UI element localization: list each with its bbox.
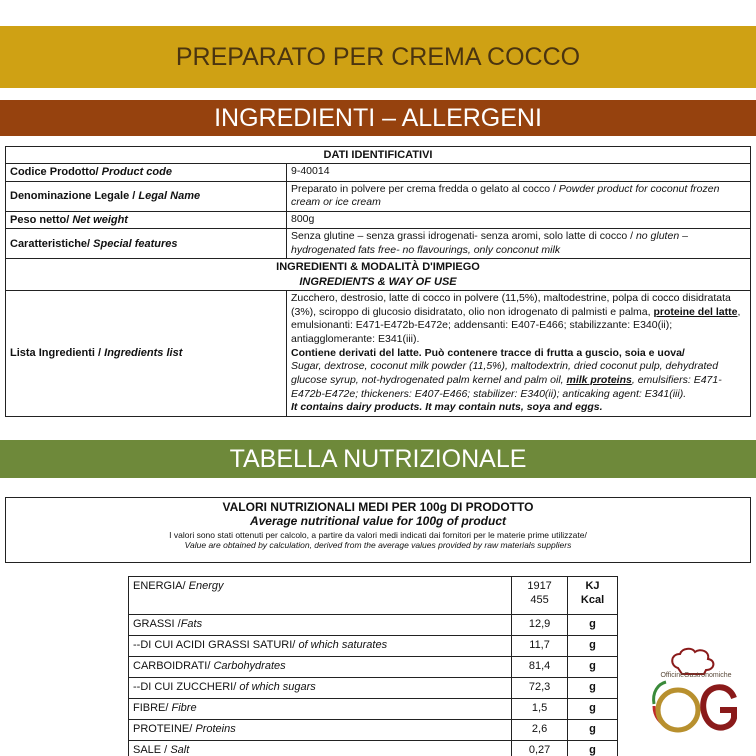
nutrition-heading-subtitle: Average nutritional value for 100g of product: [249, 514, 507, 528]
table-row: [6, 229, 751, 259]
nutrient-name: GRASSI /Fats: [129, 615, 512, 636]
table-row: [6, 181, 751, 211]
table-row: [129, 699, 618, 720]
table-row: [6, 164, 751, 181]
page-title: [0, 26, 756, 88]
nutrient-name: CARBOIDRATI/ Carbohydrates: [129, 657, 512, 678]
nutrition-table: [128, 576, 618, 756]
nutrition-note-it: I valori sono stati ottenuti per calcolo, a partire da valori medi indicati dai fornitori per le materie prime utilizzate/: [169, 530, 587, 540]
table-row: [129, 720, 618, 741]
page-title-text: PREPARATO PER CREMA COCCO: [175, 42, 581, 71]
table-row: [129, 678, 618, 699]
nutrient-value: 11,7: [512, 636, 568, 657]
section-header-nutrition: [0, 440, 756, 478]
table-row-energy: [129, 577, 618, 615]
section-header-ingredients-text: INGREDIENTI – ALLERGENI: [214, 103, 542, 132]
nutrient-name: ENERGIA/ Energy: [129, 577, 512, 615]
nutrient-unit: g: [568, 657, 618, 678]
nutrition-note-en: Value are obtained by calculation, derived from the average values provided by raw materials suppliers: [184, 540, 572, 550]
section-header-nutrition-text: TABELLA NUTRIZIONALE: [229, 444, 527, 473]
chef-hat-icon: [672, 649, 713, 674]
nutrient-unit: g: [568, 699, 618, 720]
nutrient-unit: KJ Kcal: [568, 577, 618, 615]
nutrient-value: 1,5: [512, 699, 568, 720]
row-value-special-features: Senza glutine – senza grassi idrogenati- senza aromi, solo latte di cocco / no gluten – hydrogenated fats free- no flavourings, only conconut milk: [287, 229, 751, 259]
nutrient-value: 81,4: [512, 657, 568, 678]
row-value-net-weight: 800g: [287, 211, 751, 228]
row-label-net-weight: Peso netto/ Net weight: [6, 211, 287, 228]
id-table-header: DATI IDENTIFICATIVI: [6, 147, 751, 164]
nutrient-unit: g: [568, 636, 618, 657]
allergen-statement-en: It contains dairy products. It may contain nuts, soya and eggs.: [291, 401, 603, 414]
nutrition-heading-title: VALORI NUTRIZIONALI MEDI PER 100g DI PRODOTTO: [222, 500, 534, 514]
logo-caption: OfficineGastronomiche: [660, 672, 732, 679]
nutrient-name: --DI CUI ZUCCHERI/ of which sugars: [129, 678, 512, 699]
nutrient-value: 2,6: [512, 720, 568, 741]
nutrient-name: SALE / Salt: [129, 741, 512, 756]
table-row: [129, 741, 618, 756]
row-label-legal-name: Denominazione Legale / Legal Name: [6, 181, 287, 211]
ingredients-list: Zucchero, destrosio, latte di cocco in polvere (11,5%), maltodestrine, polpa di cocco disidratata (3%), sciroppo di glucosio disidratato, olio non idrogenato di palmisti e palma, proteine del latte, emulsionanti: E471-E472b-E472e; addensanti: E407-E466; stabilizzante: E340(ii); antiagglomerante: E341(iii). Contiene derivati del latte. Può contenere tracce di frutta a guscio, soia e uova/ Sugar, dextrose, coconut milk powder (11,5%), maltodextrin, dried coconut pulp, dehydrated glucose syrup, not-hydrogenated palm kernel and palm oil, milk proteins, emulsifiers: E471-E472b-E472e; thickeners: E407-E466; stabilizer: E340(ii); anticaking agent: E341(iii). It contains dairy products. It may contain nuts, soya and eggs.: [287, 291, 751, 417]
nutrient-value: 0,27: [512, 741, 568, 756]
nutrient-unit: g: [568, 741, 618, 756]
table-row: [6, 291, 751, 417]
identification-table: [5, 146, 751, 417]
nutrient-name: PROTEINE/ Proteins: [129, 720, 512, 741]
allergen-statement-it: Contiene derivati del latte. Può contenere tracce di frutta a guscio, soia e uova/: [291, 346, 685, 359]
table-row: [129, 657, 618, 678]
nutrition-heading-box: [5, 497, 751, 563]
row-label-ingredients: Lista Ingredienti / Ingredients list: [6, 291, 287, 417]
row-label-product-code: Codice Prodotto/ Product code: [6, 164, 287, 181]
nutrient-unit: g: [568, 615, 618, 636]
officine-gastronomiche-logo: [640, 646, 744, 746]
ingredients-section-header: INGREDIENTI & MODALITÀ D'IMPIEGO INGREDIENTS & WAY OF USE: [6, 259, 751, 291]
row-label-special-features: Caratteristiche/ Special features: [6, 229, 287, 259]
table-row: [6, 211, 751, 228]
nutrient-unit: g: [568, 678, 618, 699]
nutrient-value: 1917 455: [512, 577, 568, 615]
row-value-legal-name: Preparato in polvere per crema fredda o gelato al cocco / Powder product for coconut frozen cream or ice cream: [287, 181, 751, 211]
table-row: [129, 615, 618, 636]
nutrient-name: --DI CUI ACIDI GRASSI SATURI/ of which saturates: [129, 636, 512, 657]
logo-letter-g-icon: [703, 687, 734, 727]
row-value-product-code: 9-40014: [287, 164, 751, 181]
section-header-ingredients: [0, 100, 756, 136]
logo-letter-o-icon: [658, 690, 698, 730]
nutrient-unit: g: [568, 720, 618, 741]
nutrient-value: 12,9: [512, 615, 568, 636]
table-row: [129, 636, 618, 657]
nutrient-name: FIBRE/ Fibre: [129, 699, 512, 720]
nutrient-value: 72,3: [512, 678, 568, 699]
